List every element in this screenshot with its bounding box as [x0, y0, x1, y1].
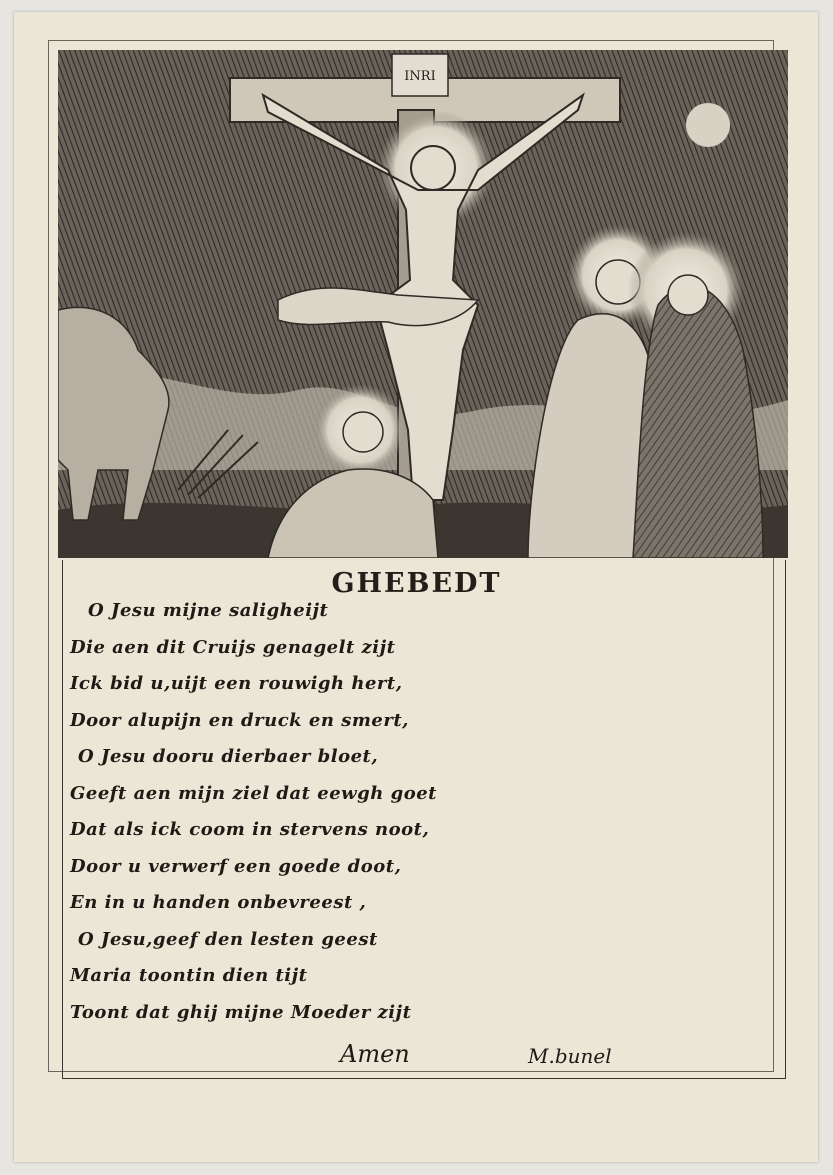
prayer-line: O Jesu mijne saligheijt — [88, 600, 329, 621]
prayer-line: Ick bid u,uijt een rouwigh hert, — [70, 673, 403, 694]
prayer-line: Door u verwerf een goede doot, — [70, 856, 402, 877]
magdalene-head — [343, 412, 383, 452]
titulus-text: INRI — [404, 69, 436, 84]
prayer-line: O Jesu,geef den lesten geest — [78, 929, 378, 950]
amen-text: Amen — [340, 1040, 410, 1068]
prayer-line: O Jesu dooru dierbaer bloet, — [78, 746, 379, 767]
prayer-line: En in u handen onbevreest , — [70, 892, 367, 913]
prayer-line: Maria toontin dien tijt — [70, 965, 308, 986]
prayer-line: Door alupijn en druck en smert, — [70, 710, 409, 731]
prayer-line: Geeft aen mijn ziel dat eewgh goet — [70, 783, 437, 804]
sun-icon — [686, 103, 730, 147]
engraver-signature: M.bunel — [528, 1044, 612, 1068]
prayer-line: Toont dat ghij mijne Moeder zijt — [70, 1002, 412, 1023]
crucifixion-engraving — [58, 50, 788, 558]
christ-head — [411, 146, 455, 190]
prayer-line: Die aen dit Cruijs genagelt zijt — [70, 637, 396, 658]
prayer-title: GHEBEDT — [331, 568, 502, 599]
prayer-line: Dat als ick coom in stervens noot, — [70, 819, 430, 840]
mary-head — [668, 275, 708, 315]
